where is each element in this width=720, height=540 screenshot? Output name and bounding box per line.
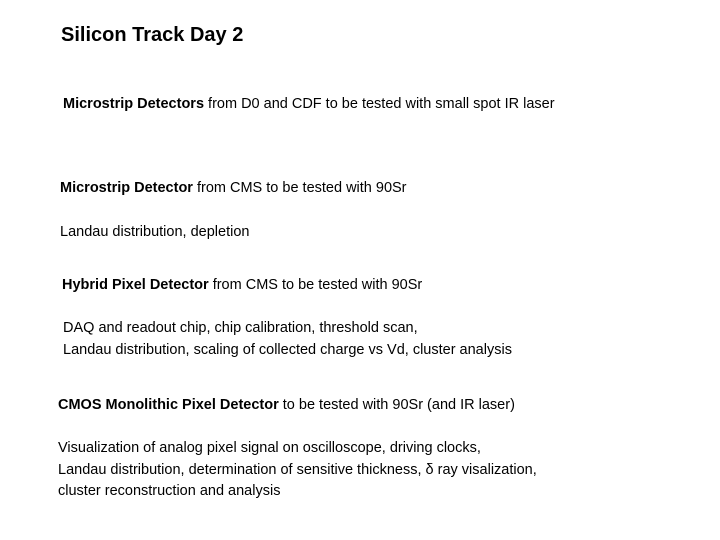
item-cmos-topics-line2: Landau distribution, determination of sensitive thickness, δ ray visalization,: [58, 462, 537, 478]
item-heading: Microstrip Detectors: [63, 96, 205, 112]
page-title: Silicon Track Day 2: [61, 24, 244, 46]
item-heading: Hybrid Pixel Detector: [62, 277, 209, 293]
item-microstrip-cms: [60, 178, 407, 199]
item-cmos-topics-line3: cluster reconstruction and analysis: [58, 483, 281, 499]
item-description: from CMS to be tested with 90Sr: [192, 180, 407, 196]
item-hybrid-pixel-topics-line1: DAQ and readout chip, chip calibration, threshold scan,: [63, 320, 418, 336]
item-cmos-monolithic: [58, 395, 515, 416]
item-microstrip-cms-topics: Landau distribution, depletion: [60, 224, 250, 240]
item-description: from D0 and CDF to be tested with small spot IR laser: [204, 96, 555, 112]
item-cmos-topics-line1: Visualization of analog pixel signal on oscilloscope, driving clocks,: [58, 440, 481, 456]
item-description: from CMS to be tested with 90Sr: [208, 277, 423, 293]
item-heading: Microstrip Detector: [60, 180, 193, 196]
item-description: to be tested with 90Sr (and IR laser): [278, 397, 515, 413]
item-hybrid-pixel: [62, 275, 422, 296]
item-microstrip-d0-cdf: [63, 94, 555, 115]
item-hybrid-pixel-topics-line2: Landau distribution, scaling of collected charge vs Vd, cluster analysis: [63, 342, 512, 358]
item-heading: CMOS Monolithic Pixel Detector: [58, 397, 279, 413]
